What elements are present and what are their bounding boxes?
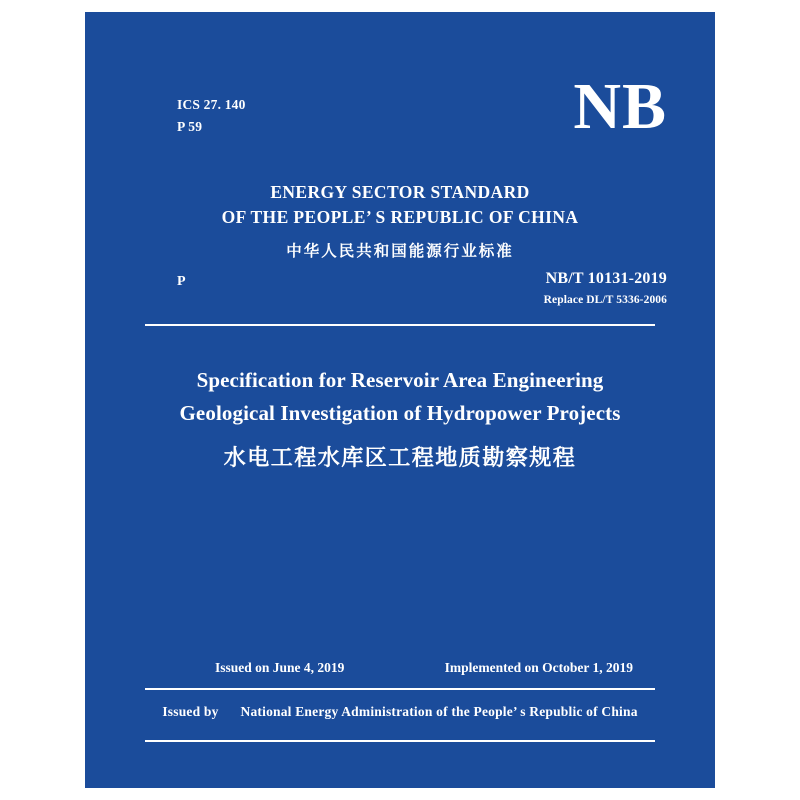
title-en-line1: Specification for Reservoir Area Engineering (196, 368, 604, 392)
p-mark: P (177, 274, 186, 289)
standard-cover (85, 12, 715, 788)
standard-code-row (85, 270, 715, 318)
issued-by-label: Issued by (162, 704, 219, 719)
standard-header-line1: ENERGY SECTOR STANDARD (270, 182, 530, 202)
standard-header-chinese: 中华人民共和国能源行业标准 (286, 241, 514, 260)
divider-top (145, 324, 655, 326)
standard-header (85, 180, 715, 261)
standard-number-block (544, 270, 667, 306)
standard-number: NB/T 10131-2019 (545, 270, 667, 287)
title-zh: 水电工程水库区工程地质勘察规程 (223, 446, 577, 472)
divider-middle (145, 688, 655, 690)
replaces-note: Replace DL/T 5336-2006 (543, 294, 667, 306)
document-title (85, 364, 715, 472)
issued-on-date: Issued on June 4, 2019 (215, 660, 345, 675)
nb-logo: NB (573, 70, 667, 143)
issuer-row (85, 704, 715, 720)
cover-top-row (85, 70, 715, 164)
implemented-on-date: Implemented on October 1, 2019 (444, 660, 633, 675)
dates-row (145, 660, 655, 676)
divider-bottom (145, 740, 655, 742)
classification-block (177, 94, 246, 139)
standard-header-line2: OF THE PEOPLE’ S REPUBLIC OF CHINA (221, 207, 579, 228)
issued-by-org: National Energy Administration of the People’ s Republic of China (240, 704, 638, 719)
ics-code: ICS 27. 140 (177, 97, 246, 112)
title-en-line2: Geological Investigation of Hydropower Projects (179, 400, 621, 425)
category-code: P 59 (177, 119, 203, 135)
